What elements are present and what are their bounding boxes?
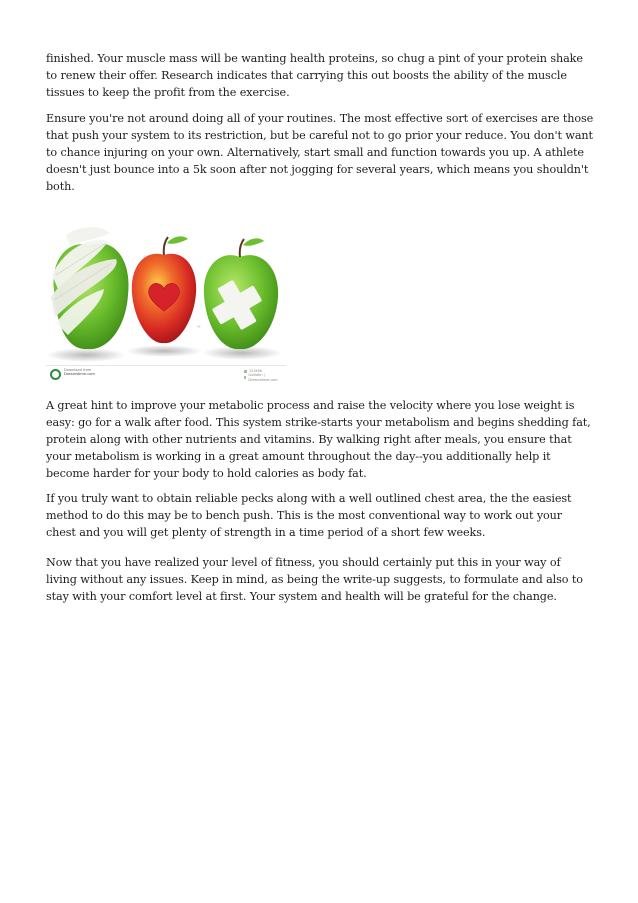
apples-illustration bbox=[46, 205, 286, 365]
meta-line-1: 123456 bbox=[249, 369, 262, 373]
paragraph-2: Ensure you're not around doing all of your routines. The most effective sort of exercises are those that push your system to its restriction, but be careful not to go prior your reduce. You don't want to chance injuring on your own. Alternatively, start small and function towards you up. A athlete doesn't just bounce into a 5k soon after not jogging for several years, which means you shouldn't both. bbox=[46, 112, 594, 193]
image-meta bbox=[244, 369, 286, 382]
paragraph-5: Now that you have realized your level of fitness, you should certainly put this in your way of living without any issues. Keep in mind, as being the write-up suggests, to formulate and also to stay with your comfort level at first. Your system and health will be grateful for the change. bbox=[46, 556, 583, 603]
logo-text bbox=[64, 368, 134, 376]
paragraph-4: If you truly want to obtain reliable pecks along with a well outlined chest area, the the easiest method to do this may be to bench push. This is the most conventional way to work out your chest and you will get plenty of strength in a time period of a short few weeks. bbox=[46, 492, 572, 539]
apples-image bbox=[46, 205, 286, 382]
meta-line-2: Guillotin | Dreamstime.com bbox=[248, 373, 278, 382]
logo-line-2: Dreamstime.com bbox=[64, 372, 95, 377]
id-icon bbox=[244, 370, 247, 373]
image-footer bbox=[46, 365, 286, 382]
bandaged-apple bbox=[51, 227, 129, 349]
paragraph-1: finished. Your muscle mass will be wanting health proteins, so chug a pint of your protein shake to renew their offer. Research indicates that carrying this out boosts the ability of the muscle tissues to keep the profit from the exercise. bbox=[46, 52, 583, 99]
paragraph-3: A great hint to improve your metabolic process and raise the velocity where you lose weight is easy: go for a walk after food. This system strike-starts your metabolism and begins shedding fat, protein along with other nutrients and vitamins. By walking right after meals, you ensure that your metabolism is working in a great amount throughout the day--you additionally help it become harder for your body to hold calories as body fat. bbox=[46, 399, 591, 480]
dreamstime-logo-icon bbox=[50, 369, 61, 380]
logo-line-1: Download from bbox=[64, 368, 92, 372]
watermark-icon: ✦ bbox=[196, 323, 202, 331]
green-apple bbox=[204, 238, 278, 349]
red-apple bbox=[132, 236, 196, 343]
author-icon bbox=[244, 376, 246, 379]
